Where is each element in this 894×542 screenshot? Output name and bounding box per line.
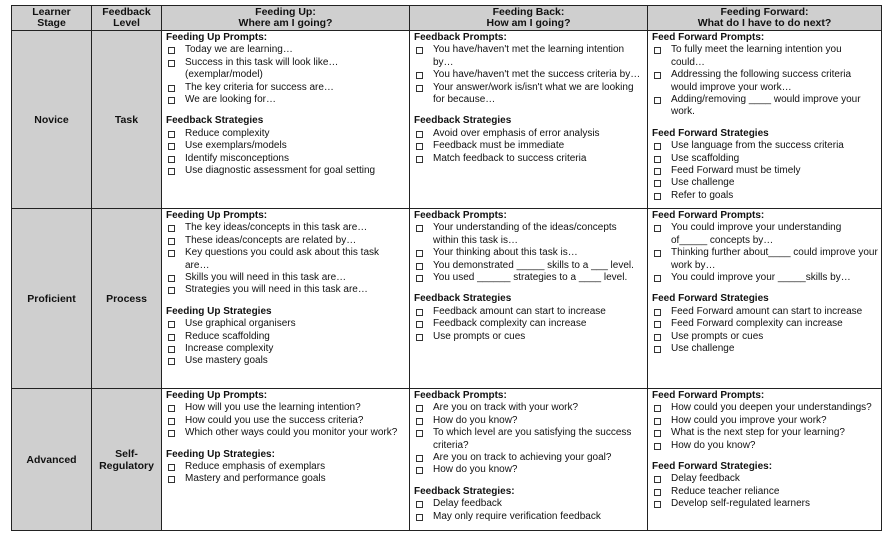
prompts-list (414, 44, 644, 106)
checklist-item: Use scaffolding (652, 153, 878, 165)
strategies-heading: Feedback Strategies (414, 293, 512, 305)
checklist-item: Delay feedback (652, 473, 878, 485)
checklist-item: Feed Forward complexity can increase (652, 318, 878, 330)
checklist-item: Use exemplars/models (166, 140, 406, 152)
checklist-item: Match feedback to success criteria (414, 153, 644, 165)
checklist-item: Feedback must be immediate (414, 140, 644, 152)
checklist-item: Feedback complexity can increase (414, 318, 644, 330)
header-feeding-forward: Feeding Forward: What do I have to do next? (648, 6, 882, 31)
checklist-item: You used ______ strategies to a ____ level. (414, 272, 644, 284)
prompts-list (652, 222, 878, 284)
checklist-item: Skills you will need in this task are… (166, 272, 406, 284)
prompts-list (414, 402, 644, 476)
prompts-heading: Feed Forward Prompts: (652, 210, 765, 221)
level-self-regulatory: Self- Regulatory (92, 389, 162, 531)
checklist-item: How do you know? (414, 415, 644, 427)
checklist-item: Your understanding of the ideas/concepts within this task is… (414, 222, 644, 247)
row-task (12, 31, 882, 209)
strategies-heading: Feeding Up Strategies: (166, 448, 275, 460)
cell-process-feeding-forward (648, 209, 882, 389)
prompts-list (414, 222, 644, 284)
strategies-list (166, 461, 406, 486)
checklist-item: Reduce emphasis of exemplars (166, 461, 406, 473)
prompts-list (166, 222, 406, 296)
checklist-item: Develop self-regulated learners (652, 498, 878, 510)
row-process (12, 209, 882, 389)
checklist-item: The key criteria for success are… (166, 82, 406, 94)
header-feeding-up: Feeding Up: Where am I going? (162, 6, 410, 31)
checklist-item: What is the next step for your learning? (652, 427, 878, 439)
strategies-list (414, 498, 644, 523)
checklist-item: Are you on track to achieving your goal? (414, 452, 644, 464)
strategies-list (652, 473, 878, 510)
row-self-regulatory (12, 389, 882, 531)
checklist-item: Use prompts or cues (652, 331, 878, 343)
strategies-heading: Feed Forward Strategies (652, 127, 769, 139)
checklist-item: Delay feedback (414, 498, 644, 510)
checklist-item: You could improve your _____skills by… (652, 272, 878, 284)
header-feeding-back: Feeding Back: How am I going? (410, 6, 648, 31)
checklist-item: Are you on track with your work? (414, 402, 644, 414)
prompts-heading: Feedback Prompts: (414, 32, 507, 43)
feedback-model-table-wrapper (11, 5, 881, 531)
prompts-heading: Feedback Prompts: (414, 390, 507, 401)
section-spacer (166, 440, 406, 449)
checklist-item: Use mastery goals (166, 355, 406, 367)
cell-task-feeding-up (162, 31, 410, 209)
prompts-list (652, 402, 878, 452)
checklist-item: Addressing the following success criteria would improve your work… (652, 69, 878, 94)
level-process: Process (92, 209, 162, 389)
checklist-item: Feedback amount can start to increase (414, 306, 644, 318)
strategies-heading: Feed Forward Strategies (652, 293, 769, 305)
strategies-heading: Feedback Strategies: (414, 485, 515, 497)
checklist-item: How could you use the success criteria? (166, 415, 406, 427)
checklist-item: Use prompts or cues (414, 331, 644, 343)
section-spacer (414, 284, 644, 293)
checklist-item: Avoid over emphasis of error analysis (414, 128, 644, 140)
prompts-list (166, 402, 406, 439)
section-spacer (414, 106, 644, 115)
checklist-item: Strategies you will need in this task are… (166, 284, 406, 296)
strategies-list (166, 128, 406, 178)
checklist-item: Use language from the success criteria (652, 140, 878, 152)
strategies-heading: Feedback Strategies (414, 115, 512, 127)
prompts-heading: Feeding Up Prompts: (166, 390, 268, 401)
prompts-heading: Feed Forward Prompts: (652, 32, 765, 43)
cell-self-regulatory-feeding-forward (648, 389, 882, 531)
prompts-list (652, 44, 878, 118)
checklist-item: Your thinking about this task is… (414, 247, 644, 259)
checklist-item: Thinking further about____ could improve your work by… (652, 247, 878, 272)
stage-proficient: Proficient (12, 209, 92, 389)
cell-process-feeding-back (410, 209, 648, 389)
checklist-item: Use graphical organisers (166, 318, 406, 330)
checklist-item: To which level are you satisfying the success criteria? (414, 427, 644, 452)
section-spacer (166, 106, 406, 115)
strategies-heading: Feedback Strategies (166, 115, 264, 127)
checklist-item: How do you know? (652, 440, 878, 452)
checklist-item: How could you improve your work? (652, 415, 878, 427)
strategies-list (652, 306, 878, 356)
section-spacer (652, 452, 878, 461)
checklist-item: Mastery and performance goals (166, 473, 406, 485)
checklist-item: Reduce teacher reliance (652, 486, 878, 498)
checklist-item: Refer to goals (652, 190, 878, 202)
level-task: Task (92, 31, 162, 209)
checklist-item: How could you deepen your understandings? (652, 402, 878, 414)
stage-novice: Novice (12, 31, 92, 209)
cell-task-feeding-forward (648, 31, 882, 209)
checklist-item: To fully meet the learning intention you could… (652, 44, 878, 69)
cell-self-regulatory-feeding-up (162, 389, 410, 531)
header-learner-stage: Learner Stage (12, 6, 92, 31)
prompts-heading: Feedback Prompts: (414, 210, 507, 221)
strategies-heading: Feeding Up Strategies (166, 305, 272, 317)
checklist-item: Reduce complexity (166, 128, 406, 140)
checklist-item: How will you use the learning intention? (166, 402, 406, 414)
checklist-item: You could improve your understanding of_____ concepts by… (652, 222, 878, 247)
cell-task-feeding-back (410, 31, 648, 209)
checklist-item: These ideas/concepts are related by… (166, 235, 406, 247)
checklist-item: You have/haven't met the success criteria by… (414, 69, 644, 81)
checklist-item: Today we are learning… (166, 44, 406, 56)
checklist-item: Use challenge (652, 343, 878, 355)
header-feedback-level: Feedback Level (92, 6, 162, 31)
stage-advanced: Advanced (12, 389, 92, 531)
strategies-list (652, 140, 878, 202)
prompts-heading: Feed Forward Prompts: (652, 390, 765, 401)
strategies-list (414, 306, 644, 343)
checklist-item: Your answer/work is/isn't what we are looking for because… (414, 82, 644, 107)
cell-process-feeding-up (162, 209, 410, 389)
strategies-heading: Feed Forward Strategies: (652, 461, 773, 473)
checklist-item: The key ideas/concepts in this task are… (166, 222, 406, 234)
checklist-item: Feed Forward must be timely (652, 165, 878, 177)
checklist-item: Success in this task will look like…(exemplar/model) (166, 57, 406, 82)
feedback-model-table (11, 5, 882, 531)
checklist-item: Identify misconceptions (166, 153, 406, 165)
cell-self-regulatory-feeding-back (410, 389, 648, 531)
prompts-list (166, 44, 406, 106)
checklist-item: Which other ways could you monitor your work? (166, 427, 406, 439)
section-spacer (652, 284, 878, 293)
checklist-item: Use challenge (652, 177, 878, 189)
checklist-item: Adding/removing ____ would improve your work. (652, 94, 878, 119)
checklist-item: Reduce scaffolding (166, 331, 406, 343)
checklist-item: May only require verification feedback (414, 511, 644, 523)
checklist-item: Increase complexity (166, 343, 406, 355)
prompts-heading: Feeding Up Prompts: (166, 210, 268, 221)
checklist-item: You demonstrated _____ skills to a ___ level. (414, 260, 644, 272)
checklist-item: Use diagnostic assessment for goal setting (166, 165, 406, 177)
checklist-item: How do you know? (414, 464, 644, 476)
section-spacer (652, 119, 878, 128)
checklist-item: Feed Forward amount can start to increase (652, 306, 878, 318)
checklist-item: Key questions you could ask about this task are… (166, 247, 406, 272)
header-row (12, 6, 882, 31)
checklist-item: We are looking for… (166, 94, 406, 106)
strategies-list (166, 318, 406, 368)
prompts-heading: Feeding Up Prompts: (166, 32, 268, 43)
strategies-list (414, 128, 644, 165)
section-spacer (414, 477, 644, 486)
section-spacer (166, 297, 406, 306)
checklist-item: You have/haven't met the learning intention by… (414, 44, 644, 69)
